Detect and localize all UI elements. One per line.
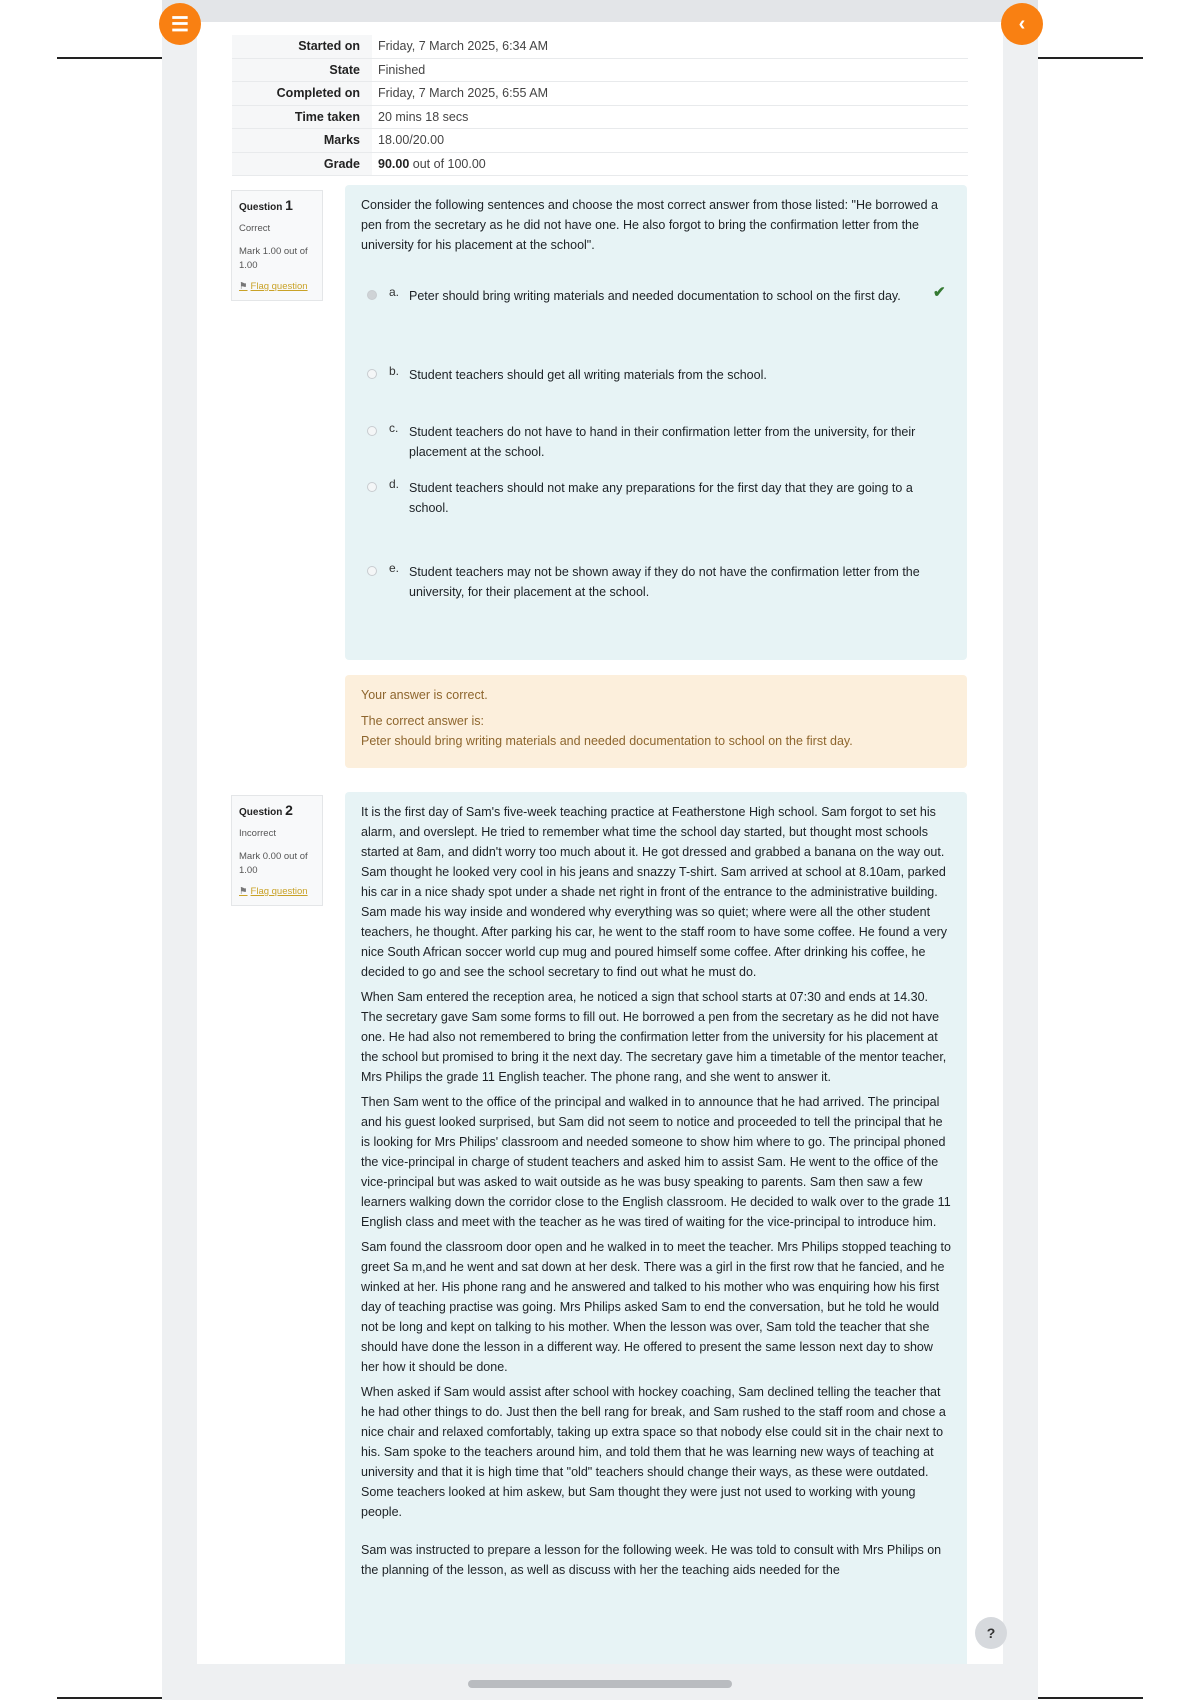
quiz-review-page <box>197 22 1003 1664</box>
radio-button[interactable] <box>367 482 377 492</box>
block-drawer-button[interactable] <box>1001 3 1043 45</box>
passage-paragraph: When Sam entered the reception area, he noticed a sign that school starts at 07:30 and ends at 14.30. The secretary gave Sam some forms to fill out. He borrowed a pen from the secretary as he did not have one. He had also not remembered to bring the confirmation letter from the university for his placement at the school but promised to bring it the next day. The secretary gave him a timetable of the mentor teacher, Mrs Philips the grade 11 English teacher. The phone rang, and she went to answer it. <box>361 990 947 1084</box>
drawer-toggle-button[interactable] <box>159 3 201 45</box>
question-1-info <box>231 190 323 301</box>
summary-row <box>232 58 968 82</box>
summary-row <box>232 35 968 58</box>
summary-value: 20 mins 18 secs <box>372 105 968 129</box>
help-button[interactable] <box>975 1617 1007 1649</box>
option-letter: c. <box>389 421 399 435</box>
menu-icon: ☰ <box>171 13 189 36</box>
grade-value <box>372 152 968 176</box>
radio-button[interactable] <box>367 369 377 379</box>
radio-button[interactable] <box>367 290 377 300</box>
summary-row <box>232 129 968 153</box>
option-letter: a. <box>389 285 400 299</box>
status-bar <box>162 0 1038 22</box>
correct-answer-text: Peter should bring writing materials and needed documentation to school on the first day. <box>361 734 853 748</box>
question-status: Correct <box>239 223 271 234</box>
question-passage <box>361 802 951 1585</box>
option-text: Student teachers should get all writing materials from the school. <box>409 368 767 382</box>
summary-value: Friday, 7 March 2025, 6:34 AM <box>372 35 968 58</box>
question-2-info <box>231 795 323 906</box>
grade-score: 90.00 <box>378 156 410 171</box>
question-number: Question 1 <box>239 197 293 213</box>
passage-paragraph: When asked if Sam would assist after school with hockey coaching, Sam declined telling the teacher that he had other things to do. Just then the bell rang for break, and Sam rushed to the staff room and chose a nice chair and relaxed comfortably, taking up extra space so that nobody else could sit in the chair next to his. Sam spoke to the teachers around him, and told them that he was learning new ways of teaching at university and that it is high time that "old" teachers should change their ways, as these were outdated. Some teachers looked at him askew, but Sam thought they were just not used to working with young people. <box>361 1385 946 1519</box>
summary-label: State <box>232 58 372 82</box>
flag-icon: ⚑ <box>239 281 248 292</box>
check-icon: ✔ <box>933 284 946 301</box>
summary-row <box>232 105 968 129</box>
summary-value: Friday, 7 March 2025, 6:55 AM <box>372 82 968 106</box>
passage-paragraph: It is the first day of Sam's five-week teaching practice at Featherstone High school. Sam forgot to set his alarm, and overslept. He tried to remember what time the school day started, but thought most schools started at 8am, and didn't worry too much about it. He got dressed and grabbed a banana on the way out. Sam thought he looked very cool in his jeans and snazzy T-shirt. Sam arrived at school at 8.10am, parked his car in a nice shady spot under a shade net right in front of the entrance to the administrative building. Sam made his way inside and wondered why everything was so quiet; where were all the other student teachers, he thought. After parking his car, he went to the staff room to have some coffee. He found a very nice South African soccer world cup mug and poured himself some coffee. After drinking his coffee, he decided to go and see the school secretary to find out what he must do. <box>361 805 947 979</box>
question-mark: Mark 1.00 out of 1.00 <box>239 246 308 271</box>
radio-button[interactable] <box>367 426 377 436</box>
home-indicator[interactable] <box>468 1680 732 1688</box>
passage-paragraph: Then Sam went to the office of the principal and walked in to announce that he had arrived. The principal and his guest looked surprised, but Sam did not seem to notice and proceeded to tell the principal that he is looking for Mrs Philips' classroom and needed someone to show him where to go. The principal phoned the vice-principal in charge of student teachers and asked him to assist Sam. He went to the office of the vice-principal but was asked to wait outside as he was busy speaking to parents. Sam then saw a few learners walking down the corridor close to the English classroom. He decided to walk over to the grade 11 English class and meet with the teacher as he was tired of waiting for the vice-principal to introduce him. <box>361 1095 951 1229</box>
summary-value: Finished <box>372 58 968 82</box>
attempt-summary-table <box>232 35 968 176</box>
chevron-left-icon: ‹ <box>1018 12 1026 35</box>
summary-row <box>232 82 968 106</box>
option-letter: b. <box>389 364 400 378</box>
question-1-feedback <box>345 675 967 768</box>
question-mark-icon: ? <box>986 1625 996 1641</box>
summary-label: Grade <box>232 152 372 176</box>
question-1-formulation <box>345 185 967 660</box>
flag-question-link[interactable]: ⚑ Flag question <box>239 281 308 292</box>
option-text: Student teachers do not have to hand in their confirmation letter from the university, for their placement at the school. <box>409 425 916 459</box>
right-divider-line <box>1038 57 1143 59</box>
passage-paragraph: Sam found the classroom door open and he walked in to meet the teacher. Mrs Philips stopped teaching to greet Sa m,and he went and sat down at her desk. There was a girl in the first row that he fancied, and he winked at her. His phone rang and he answered and talked to his mother who was enquiring how his first day of teaching practise was going. Mrs Philips asked Sam to end the conversation, but he told he would not be long and kept on talking to his mother. When the lesson was over, Sam told the teacher that she should have done the lesson in a different way. He offered to present the same lesson next day to show her how it should be done. <box>361 1240 951 1374</box>
summary-label: Time taken <box>232 105 372 129</box>
flag-icon: ⚑ <box>239 886 248 897</box>
question-mark: Mark 0.00 out of 1.00 <box>239 851 308 876</box>
option-letter: e. <box>389 561 400 575</box>
grade-suffix: out of 100.00 <box>412 156 486 171</box>
question-text: Consider the following sentences and choose the most correct answer from those listed: "He borrowed a pen from the secretary as he did not have one. He also forgot to bring the confirmation letter from the university for his placement at the school". <box>361 198 938 252</box>
question-2-formulation <box>345 792 967 1664</box>
device-frame <box>162 0 1038 1700</box>
passage-paragraph: Sam was instructed to prepare a lesson for the following week. He was told to consult with Mrs Philips on the planning of the lesson, as well as discuss with her the teaching aids needed for the <box>361 1543 942 1577</box>
left-divider-line <box>57 57 162 59</box>
summary-row <box>232 152 968 176</box>
question-status: Incorrect <box>239 828 276 839</box>
option-text: Student teachers may not be shown away if they do not have the confirmation letter from the university, for their placement at the school. <box>409 565 920 599</box>
question-number: Question 2 <box>239 802 293 818</box>
correct-answer-label: The correct answer is: <box>361 714 484 728</box>
option-text: Peter should bring writing materials and needed documentation to school on the first day. <box>409 289 901 303</box>
radio-button[interactable] <box>367 566 377 576</box>
summary-label: Completed on <box>232 82 372 106</box>
summary-label: Marks <box>232 129 372 153</box>
summary-value: 18.00/20.00 <box>372 129 968 153</box>
summary-label: Started on <box>232 35 372 58</box>
feedback-result: Your answer is correct. <box>361 688 488 702</box>
option-letter: d. <box>389 477 400 491</box>
flag-question-link[interactable]: ⚑ Flag question <box>239 886 308 897</box>
option-text: Student teachers should not make any preparations for the first day that they are going to a school. <box>409 481 913 515</box>
